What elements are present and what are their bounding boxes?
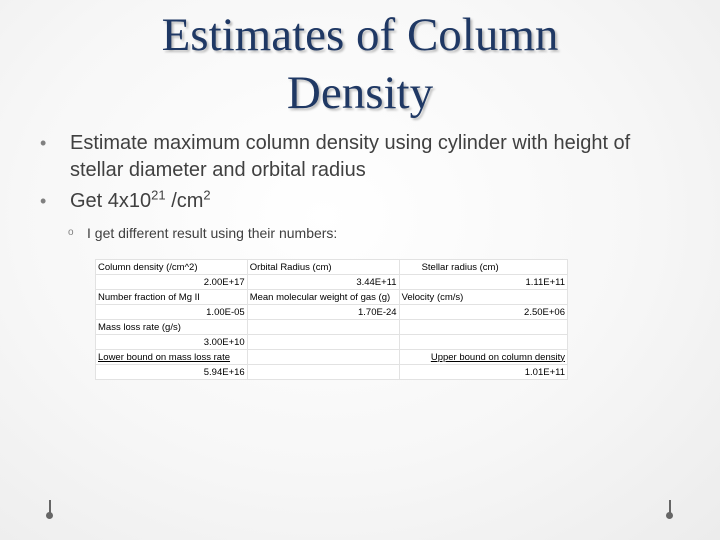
table-cell <box>247 335 399 350</box>
left-corner-dot-icon <box>46 512 53 519</box>
table-cell <box>247 320 399 335</box>
bullet-text-2-mid: /cm <box>165 190 204 212</box>
table-row <box>96 260 568 275</box>
table-cell: 3.44E+11 <box>247 275 399 290</box>
table-cell: 1.70E-24 <box>247 305 399 320</box>
table-cell: Orbital Radius (cm) <box>247 260 399 275</box>
table-cell: Stellar radius (cm) <box>399 260 567 275</box>
bullet-text-2-prefix: Get 4x10 <box>70 190 152 212</box>
table-cell: 2.00E+17 <box>96 275 248 290</box>
sub-bullet-text: I get different result using their numbers: <box>87 225 338 241</box>
table-cell: 1.11E+11 <box>399 275 567 290</box>
table-row <box>96 350 568 365</box>
table-row <box>96 290 568 305</box>
table-cell: 1.00E-05 <box>96 305 248 320</box>
bullet-text-1: Estimate maximum column density using cylinder with height of stellar diameter and orbital radius <box>70 132 631 181</box>
bullet-item-2 <box>40 188 680 215</box>
table-cell: 5.94E+16 <box>96 365 248 380</box>
spreadsheet-table <box>95 259 568 380</box>
table-cell: Mass loss rate (g/s) <box>96 320 248 335</box>
table-cell: Number fraction of Mg II <box>96 290 248 305</box>
title-line-1: Estimates of Column <box>161 9 559 61</box>
table-cell: Velocity (cm/s) <box>399 290 567 305</box>
table-cell: Mean molecular weight of gas (g) <box>247 290 399 305</box>
circle-bullet-icon: o <box>68 227 74 238</box>
exponent-21: 21 <box>151 187 166 203</box>
slide-title <box>60 6 660 122</box>
right-corner-dot-icon <box>666 512 673 519</box>
table-row <box>96 365 568 380</box>
table-cell: 1.01E+11 <box>399 365 567 380</box>
sub-bullet-item <box>40 223 680 243</box>
bullet-dot-icon: • <box>40 191 47 211</box>
table-row <box>96 305 568 320</box>
table-cell <box>247 350 399 365</box>
table-cell: Upper bound on column density <box>399 350 567 365</box>
table-cell <box>247 365 399 380</box>
exponent-2: 2 <box>203 187 211 203</box>
table-row <box>96 320 568 335</box>
bullet-list <box>40 130 680 243</box>
table-cell: 3.00E+10 <box>96 335 248 350</box>
bullet-dot-icon: • <box>40 133 47 153</box>
table-cell: Column density (/cm^2) <box>96 260 248 275</box>
table-row <box>96 335 568 350</box>
title-line-2: Density <box>286 67 434 119</box>
table-cell <box>399 335 567 350</box>
table-cell: Lower bound on mass loss rate <box>96 350 248 365</box>
table-row <box>96 275 568 290</box>
table-cell <box>399 320 567 335</box>
table-cell: 2.50E+06 <box>399 305 567 320</box>
bullet-item-1 <box>40 130 680 184</box>
